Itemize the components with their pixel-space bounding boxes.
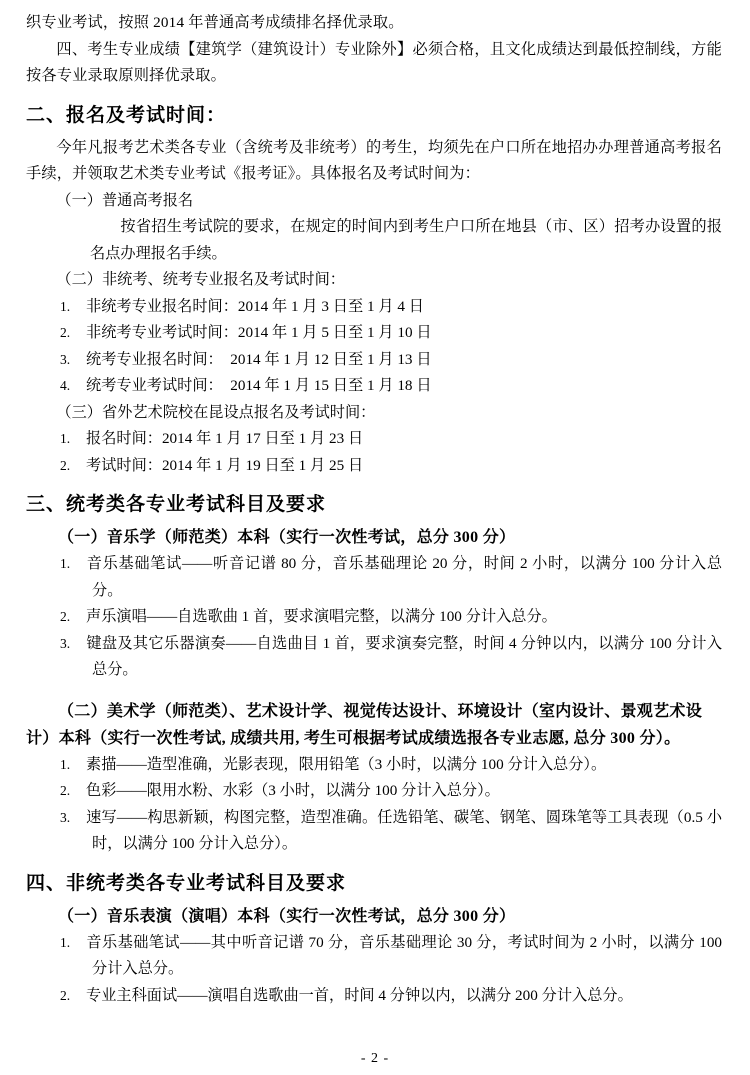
section-2-sub-c-list bbox=[26, 426, 722, 479]
list-item-text: 素描——造型准确，光影表现，限用铅笔（3 小时，以满分 100 分计入总分）。 bbox=[86, 755, 607, 773]
list-item-text: 音乐基础笔试——其中听音记谱 70 分，音乐基础理论 30 分，考试时间为 2 小时，以满分 100 分计入总分。 bbox=[86, 933, 722, 977]
list-item-number: 3. bbox=[60, 809, 71, 825]
list-item-text: 非统考专业考试时间：2014 年 1 月 5 日至 1 月 10 日 bbox=[86, 324, 432, 341]
list-item bbox=[26, 426, 722, 453]
paragraph-item-four: 四、考生专业成绩【建筑学（建筑设计）专业除外】必须合格，且文化成绩达到最低控制线，方能按各专业录取原则择优录取。 bbox=[26, 40, 722, 84]
list-item bbox=[26, 930, 722, 983]
list-item bbox=[26, 604, 722, 631]
list-item-number: 1. bbox=[60, 756, 71, 772]
list-item-number: 1. bbox=[60, 298, 71, 314]
section-2-sub-a-body: 按省招生考试院的要求，在规定的时间内到考生户口所在地县（市、区）招考办设置的报名点办理报名手续。 bbox=[90, 218, 722, 262]
section-2-sub-a-title: （一）普通高考报名 bbox=[56, 191, 194, 209]
section-2-sub-c-title: （三）省外艺术院校在昆设点报名及考试时间： bbox=[56, 403, 376, 421]
list-item bbox=[26, 373, 722, 400]
section-3-sub-b-title: （二）美术学（师范类）、艺术设计学、视觉传达设计、环境设计（室内设计、景观艺术设计）本科（实行一次性考试, 成绩共用, 考生可根据考试成绩选报各专业志愿, 总分 300 分）。 bbox=[26, 702, 703, 747]
list-item-text: 音乐基础笔试——听音记谱 80 分，音乐基础理论 20 分，时间 2 小时，以满分 100 分计入总分。 bbox=[86, 555, 722, 599]
section-3-sub-a-title: （一）音乐学（师范类）本科（实行一次性考试，总分 300 分） bbox=[58, 529, 516, 546]
list-item-text: 色彩——限用水粉、水彩（3 小时，以满分 100 分计入总分）。 bbox=[86, 782, 500, 799]
list-item bbox=[26, 320, 722, 347]
page-number: - 2 - bbox=[360, 1051, 390, 1066]
section-2-sub-b-list bbox=[26, 294, 722, 400]
list-item-text: 非统考专业报名时间：2014 年 1 月 3 日至 1 月 4 日 bbox=[86, 297, 424, 315]
list-item bbox=[26, 453, 722, 480]
section-4-sub-a-list bbox=[26, 930, 722, 1010]
list-item-number: 3. bbox=[60, 351, 71, 367]
section-2-intro: 今年凡报考艺术类各专业（含统考及非统考）的考生，均须先在户口所在地招办办理普通高考报名手续，并领取艺术类专业考试《报考证》。具体报名及考试时间为： bbox=[26, 138, 722, 182]
list-item-text: 速写——构思新颖，构图完整，造型准确。任选铅笔、碳笔、钢笔、圆珠笔等工具表现（0.5 小时，以满分 100 分计入总分）。 bbox=[86, 808, 722, 852]
list-item-number: 2. bbox=[60, 457, 71, 473]
list-item-text: 键盘及其它乐器演奏——自选曲目 1 首，要求演奏完整，时间 4 分钟以内，以满分 100 分计入总分。 bbox=[86, 634, 722, 678]
list-item-number: 1. bbox=[60, 556, 71, 571]
list-item-text: 专业主科面试——演唱自选歌曲一首，时间 4 分钟以内，以满分 200 分计入总分。 bbox=[86, 986, 633, 1004]
section-2-sub-b-title: （二）非统考、统考专业报名及考试时间： bbox=[56, 271, 345, 288]
section-heading-4: 四、非统考类各专业考试科目及要求 bbox=[26, 872, 347, 894]
list-item bbox=[26, 631, 722, 684]
list-item-number: 4. bbox=[60, 378, 71, 393]
section-heading-3: 三、统考类各专业考试科目及要求 bbox=[26, 494, 327, 515]
section-4-sub-a-title: （一）音乐表演（演唱）本科（实行一次性考试，总分 300 分） bbox=[58, 907, 516, 925]
section-heading-2: 二、报名及考试时间： bbox=[26, 104, 227, 126]
paragraph-continued: 织专业考试，按照 2014 年普通高考成绩排名择优录取。 bbox=[26, 14, 404, 31]
list-item-text: 统考专业考试时间： 2014 年 1 月 15 日至 1 月 18 日 bbox=[86, 377, 432, 394]
list-item-text: 声乐演唱——自选歌曲 1 首，要求演唱完整，以满分 100 分计入总分。 bbox=[86, 608, 557, 625]
list-item bbox=[26, 805, 722, 858]
list-item bbox=[26, 551, 722, 604]
list-item bbox=[26, 347, 722, 374]
list-item-number: 3. bbox=[60, 635, 71, 651]
list-item bbox=[26, 778, 722, 805]
list-item bbox=[26, 752, 722, 779]
list-item-number: 2. bbox=[60, 609, 71, 624]
list-item bbox=[26, 983, 722, 1010]
list-item-number: 2. bbox=[60, 325, 71, 340]
spacer bbox=[26, 684, 722, 698]
list-item-text: 统考专业报名时间： 2014 年 1 月 12 日至 1 月 13 日 bbox=[86, 350, 432, 368]
section-3-sub-a-list bbox=[26, 551, 722, 684]
list-item-number: 2. bbox=[60, 987, 71, 1003]
list-item-number: 1. bbox=[60, 431, 71, 446]
list-item-text: 报名时间：2014 年 1 月 17 日至 1 月 23 日 bbox=[86, 430, 364, 447]
list-item bbox=[26, 294, 722, 321]
list-item-number: 2. bbox=[60, 783, 71, 798]
list-item-text: 考试时间：2014 年 1 月 19 日至 1 月 25 日 bbox=[86, 456, 364, 474]
list-item-number: 1. bbox=[60, 934, 71, 950]
section-3-sub-b-list bbox=[26, 752, 722, 858]
